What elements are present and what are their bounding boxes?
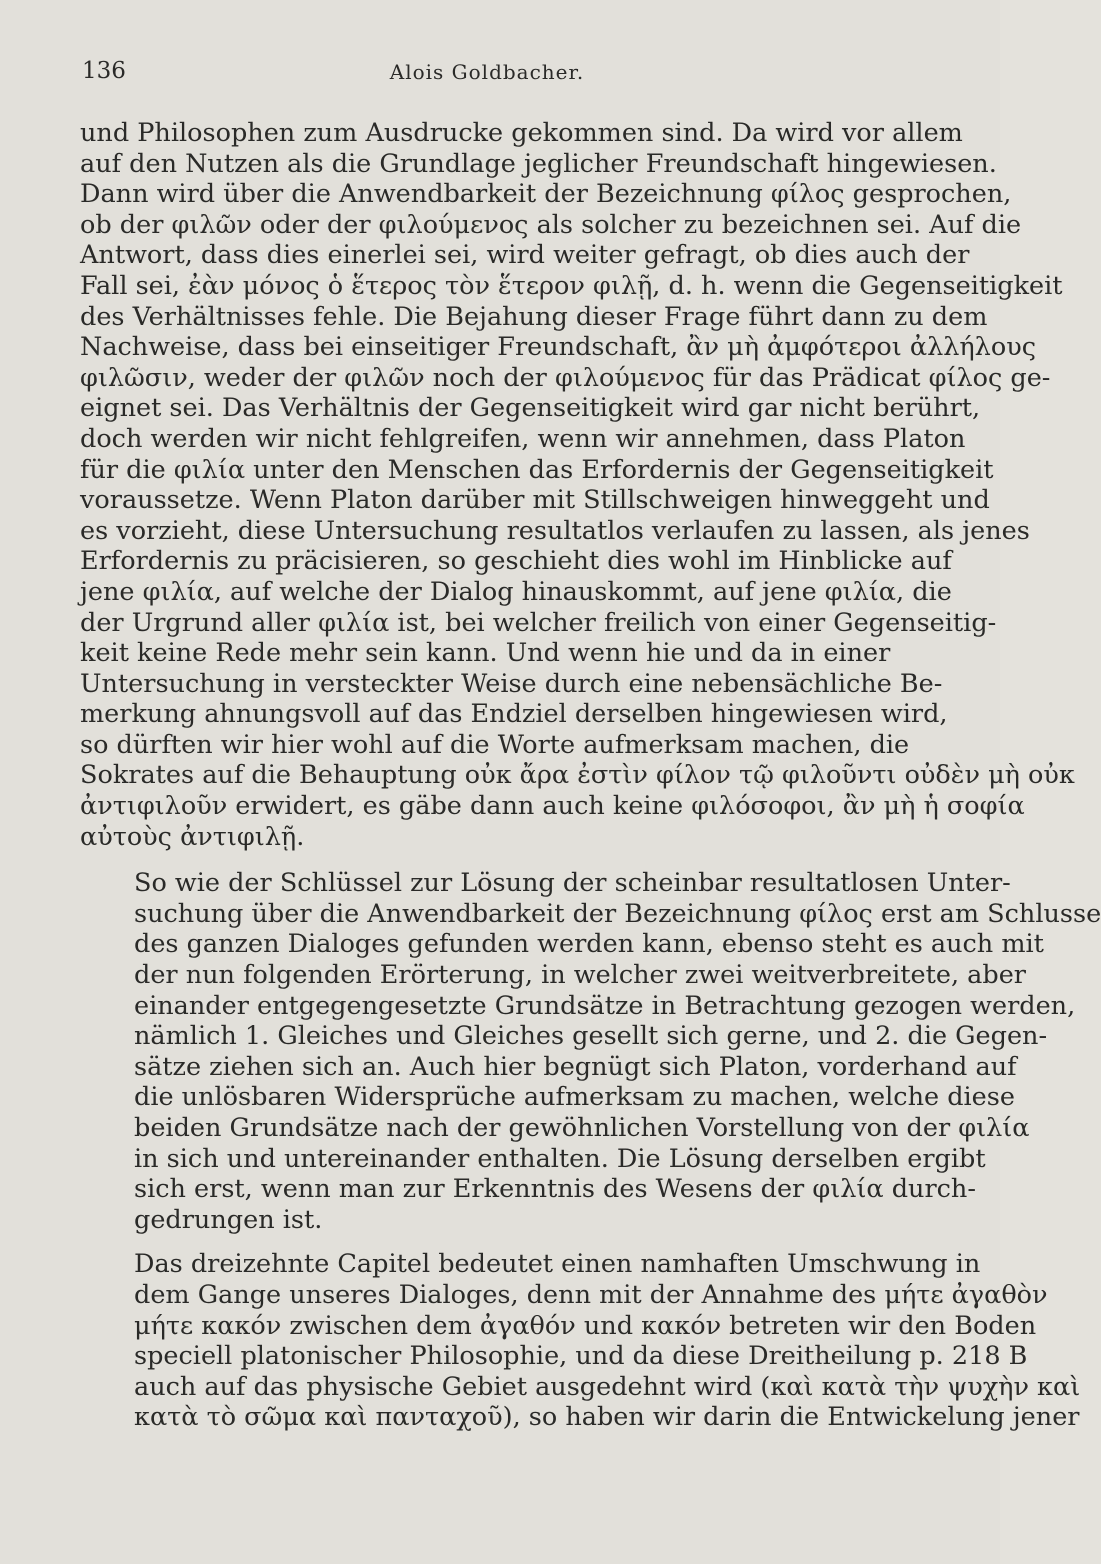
text-line: φιλῶσιν, weder der φιλῶν noch der φιλούμενος für das Prädicat φίλος ge-	[80, 362, 1051, 393]
running-head: Alois Goldbacher.	[389, 60, 585, 84]
text-line: einander entgegengesetzte Grundsätze in Betrachtung gezogen werden,	[134, 990, 1076, 1021]
text-line: sich erst, wenn man zur Erkenntnis des Wesens der φιλία durch-	[134, 1174, 976, 1205]
text-line: gedrungen ist.	[134, 1204, 323, 1235]
text-line: in sich und untereinander enthalten. Die Lösung derselben ergibt	[134, 1143, 986, 1174]
text-line: Das dreizehnte Capitel bedeutet einen namhaften Umschwung in	[134, 1249, 981, 1280]
text-line: auf den Nutzen als die Grundlage jeglicher Freundschaft hingewiesen.	[80, 148, 997, 179]
text-line: so dürften wir hier wohl auf die Worte aufmerksam machen, die	[80, 729, 910, 760]
text-line: es vorzieht, diese Untersuchung resultatlos verlaufen zu lassen, als jenes	[80, 515, 1030, 546]
text-line: merkung ahnungsvoll auf das Endziel derselben hingewiesen wird,	[80, 699, 948, 730]
text-line: αὐτοὺς ἀντιφιλῇ.	[80, 821, 305, 852]
text-line: Antwort, dass dies einerlei sei, wird weiter gefragt, ob dies auch der	[80, 240, 970, 271]
text-line: eignet sei. Das Verhältnis der Gegenseitigkeit wird gar nicht berührt,	[80, 393, 981, 424]
text-line: sätze ziehen sich an. Auch hier begnügt sich Platon, vorderhand auf	[134, 1051, 1017, 1082]
text-line: speciell platonischer Philosophie, und da diese Dreitheilung p. 218 B	[134, 1341, 1028, 1372]
text-line: μήτε κακόν zwischen dem ἀγαθόν und κακόν betreten wir den Boden	[134, 1310, 1037, 1341]
text-line: und Philosophen zum Ausdrucke gekommen sind. Da wird vor allem	[80, 118, 963, 148]
text-line: voraussetze. Wenn Platon darüber mit Stillschweigen hinweggeht und	[80, 485, 990, 516]
text-line: der nun folgenden Erörterung, in welcher zwei weitverbreitete, aber	[134, 960, 1026, 991]
text-line: des Verhältnisses fehle. Die Bejahung dieser Frage führt dann zu dem	[80, 301, 988, 332]
text-line: beiden Grundsätze nach der gewöhnlichen Vorstellung von der φιλία	[134, 1113, 1030, 1143]
text-line: für die φιλία unter den Menschen das Erfordernis der Gegenseitigkeit	[80, 454, 994, 485]
body-text	[80, 118, 1101, 1433]
paragraph-1	[80, 118, 1075, 852]
text-line: doch werden wir nicht fehlgreifen, wenn wir annehmen, dass Platon	[80, 423, 966, 454]
text-line: Erfordernis zu präcisieren, so geschieht dies wohl im Hinblicke auf	[80, 546, 952, 577]
text-line: κατὰ τὸ σῶμα καὶ πανταχοῦ), so haben wir darin die Entwickelung jener	[134, 1402, 1080, 1433]
paragraph-3	[80, 1249, 1081, 1433]
text-line: Sokrates auf die Behauptung οὐκ ἄρα ἐστὶν φίλον τῷ φιλοῦντι οὐδὲν μὴ οὐκ	[80, 760, 1075, 791]
page-number: 136	[82, 58, 126, 84]
text-line: des ganzen Dialoges gefunden werden kann, ebenso steht es auch mit	[134, 929, 1044, 960]
text-line: Dann wird über die Anwendbarkeit der Bezeichnung φίλος gesprochen,	[80, 179, 1012, 210]
text-line: ob der φιλῶν oder der φιλούμενος als solcher zu bezeichnen sei. Auf die	[80, 209, 1022, 240]
text-line: So wie der Schlüssel zur Lösung der scheinbar resultatlosen Unter-	[134, 868, 1011, 899]
text-line: keit keine Rede mehr sein kann. Und wenn hie und da in einer	[80, 638, 891, 669]
text-line: Nachweise, dass bei einseitiger Freundschaft, ἂν μὴ ἀμφότεροι ἀλλήλους	[80, 332, 1036, 363]
page-header	[82, 58, 892, 94]
text-line: suchung über die Anwendbarkeit der Bezeichnung φίλος erst am Schlusse	[134, 898, 1101, 929]
text-line: nämlich 1. Gleiches und Gleiches gesellt sich gerne, und 2. die Gegen-	[134, 1021, 1048, 1052]
text-line: Untersuchung in versteckter Weise durch eine nebensächliche Be-	[80, 668, 943, 699]
text-line: jene φιλία, auf welche der Dialog hinauskommt, auf jene φιλία, die	[80, 576, 952, 607]
text-line: Fall sei, ἐὰν μόνος ὁ ἕτερος τὸν ἕτερον φιλῇ, d. h. wenn die Gegenseitigkeit	[80, 270, 1063, 301]
text-line: die unlösbaren Widersprüche aufmerksam zu machen, welche diese	[134, 1082, 1015, 1113]
text-line: auch auf das physische Gebiet ausgedehnt wird (καὶ κατὰ τὴν ψυχὴν καὶ	[134, 1371, 1081, 1402]
paragraph-2	[80, 868, 1101, 1235]
text-line: der Urgrund aller φιλία ist, bei welcher freilich von einer Gegenseitig-	[80, 607, 997, 638]
text-line: ἀντιφιλοῦν erwidert, es gäbe dann auch keine φιλόσοφοι, ἂν μὴ ἡ σοφία	[80, 791, 1025, 822]
text-line: dem Gange unseres Dialoges, denn mit der Annahme des μήτε ἀγαθὸν	[134, 1279, 1048, 1310]
